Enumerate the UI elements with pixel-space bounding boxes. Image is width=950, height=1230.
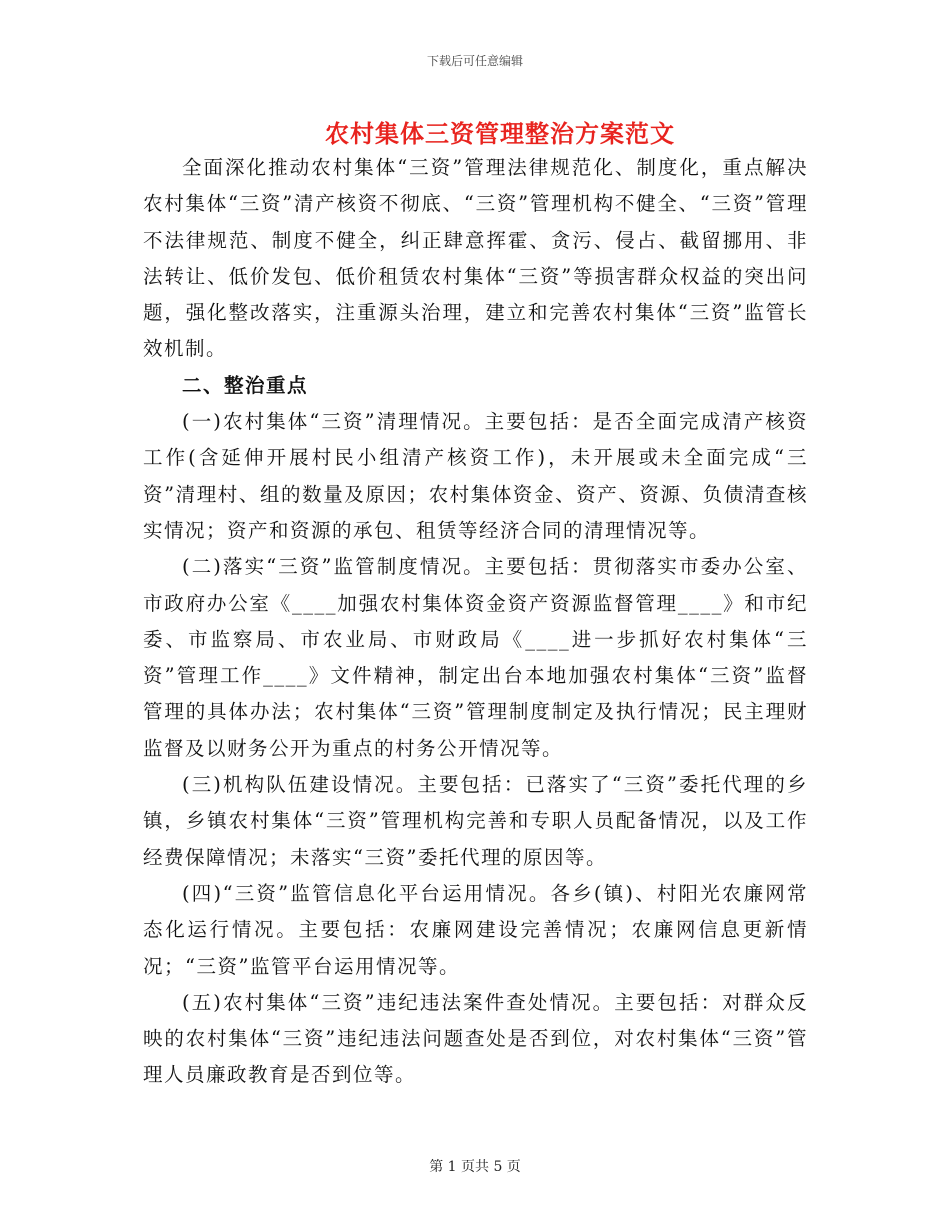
document-body	[143, 150, 808, 1094]
intro-paragraph: 全面深化推动农村集体“三资”管理法律规范化、制度化，重点解决农村集体“三资”清产核资不彻底、“三资”管理机构不健全、“三资”管理不法律规范、制度不健全，纠正肆意挥霍、贪污、侵占、截留挪用、非法转让、低价发包、低价租赁农村集体“三资”等损害群众权益的突出问题，强化整改落实，注重源头治理，建立和完善农村集体“三资”监管长效机制。	[143, 156, 808, 361]
item-paragraph-1: (一)农村集体“三资”清理情况。主要包括：是否全面完成清产核资工作(含延伸开展村民小组清产核资工作)，未开展或未全面完成“三资”清理村、组的数量及原因；农村集体资金、资产、资源、负债清查核实情况；资产和资源的承包、租赁等经济合同的清理情况等。	[143, 410, 808, 542]
item-paragraph-3: (三)机构队伍建设情况。主要包括：已落实了“三资”委托代理的乡镇，乡镇农村集体“三资”管理机构完善和专职人员配备情况，以及工作经费保障情况；未落实“三资”委托代理的原因等。	[143, 773, 808, 869]
section-heading: 二、整治重点	[182, 373, 309, 397]
item-paragraph-4: (四)“三资”监管信息化平台运用情况。各乡(镇)、村阳光农廉网常态化运行情况。主要包括：农廉网建设完善情况；农廉网信息更新情况；“三资”监管平台运用情况等。	[143, 881, 808, 978]
item-paragraph-2: (二)落实“三资”监管制度情况。主要包括：贯彻落实市委办公室、市政府办公室《____加强农村集体资金资产资源监督管理____》和市纪委、市监察局、市农业局、市财政局《____进一步抓好农村集体“三资”管理工作____》文件精神，制定出台本地加强农村集体“三资”监督管理的具体办法；农村集体“三资”管理制度制定及执行情况；民主理财监督及以财务公开为重点的村务公开情况等。	[143, 555, 808, 760]
page-footer: 第 1 页共 5 页	[429, 1159, 521, 1175]
page-header: 下载后可任意编辑	[426, 54, 523, 68]
document-title: 农村集体三资管理整治方案范文	[325, 119, 675, 148]
item-paragraph-5: (五)农村集体“三资”违纪违法案件查处情况。主要包括：对群众反映的农村集体“三资”违纪违法问题查处是否到位，对农村集体“三资”管理人员廉政教育是否到位等。	[143, 990, 808, 1087]
